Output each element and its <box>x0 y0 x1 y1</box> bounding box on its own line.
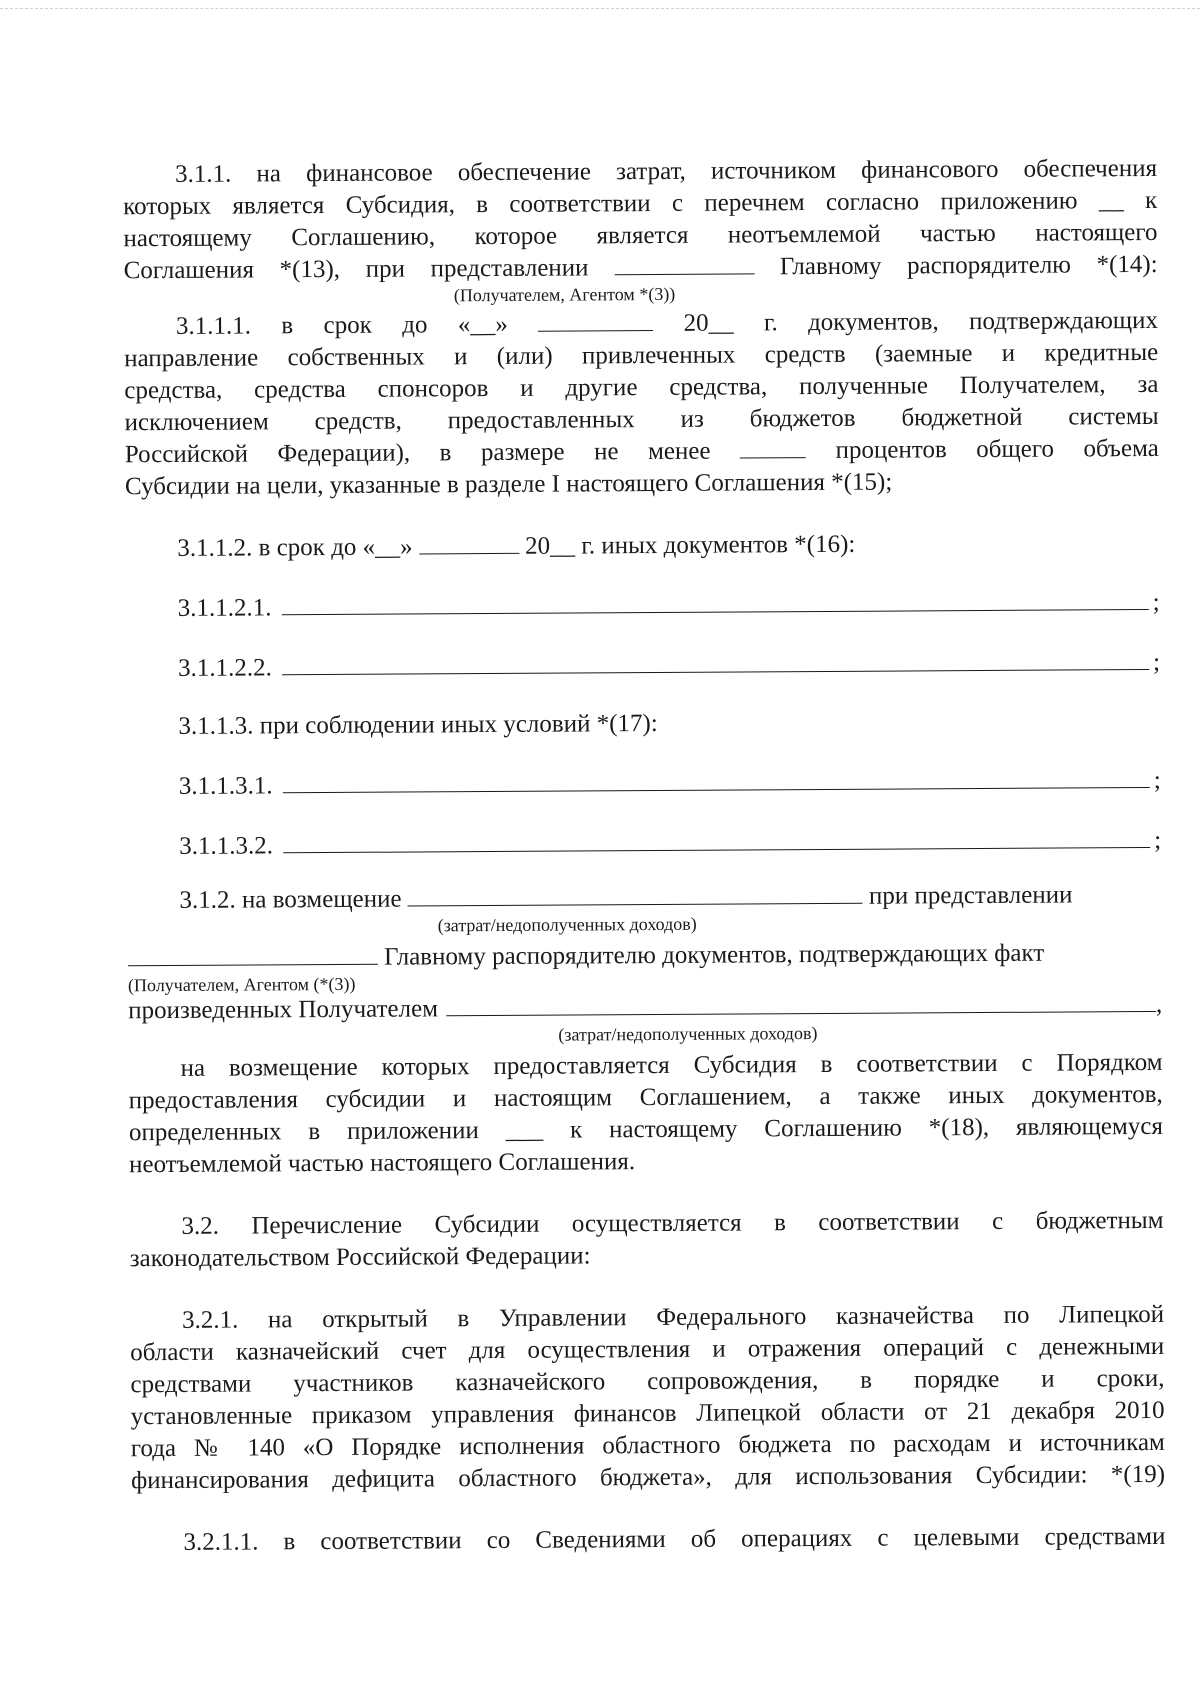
paragraph-3-1-1-line-3: настоящему Соглашению, которое является неотъемлемой частью настоящего <box>123 218 1158 253</box>
item-end: ; <box>1154 826 1162 854</box>
recipient-blank-2 <box>128 942 378 967</box>
paragraph-3-1-1-text-b: Главному распорядителю *(14): <box>779 250 1158 281</box>
paragraph-3-1-2-text-a: 3.1.2. на возмещение <box>179 885 402 914</box>
recipient-blank <box>614 251 754 275</box>
costs-blank-2 <box>446 989 1156 1016</box>
list-item <box>126 645 1160 685</box>
paragraph-3-1-2-line-1 <box>127 879 1161 917</box>
paragraph-3-1-1-2-text-b: 20__ г. иных документов *(16): <box>525 530 856 560</box>
costs-blank <box>408 881 863 907</box>
paragraph-3-2-1-1: 3.2.1.1. в соответствии со Сведениями об операциях с целевыми средствами <box>183 1522 1166 1556</box>
paragraph-3-1-1-1-line-2: направление собственных и (или) привлеченных средств (заемные и кредитные <box>124 338 1159 373</box>
paragraph-3-1-2-body-2: предоставления субсидии и настоящим Соглашением, а также иных документов, <box>128 1080 1163 1115</box>
paragraph-3-1-1-1-line-5 <box>125 433 1159 471</box>
item-label: 3.1.1.2.2. <box>178 654 272 682</box>
paragraph-3-1-2-text-d: произведенных Получателем <box>128 995 439 1025</box>
caption-recipient-agent-2: (Получателем, Агентом (*(3)) <box>127 973 356 996</box>
paragraph-3-2-1-line-3: средствами участников казначейского сопровождения, в порядке и сроки, <box>130 1364 1165 1399</box>
paragraph-3-2-1-line-1: 3.2.1. на открытый в Управлении Федерального казначейства по Липецкой <box>181 1300 1165 1334</box>
paragraph-3-1-1-1-text-c: Российской Федерации), в размере не менее <box>124 437 711 469</box>
fill-line <box>281 585 1148 615</box>
fill-line <box>282 645 1149 675</box>
paragraph-3-2-1-line-4: установленные приказом управления финансов Липецкой области от 21 декабря 2010 <box>130 1396 1165 1431</box>
caption-recipient-agent: (Получателем, Агентом *(3)) <box>453 283 676 306</box>
list-item <box>126 585 1160 625</box>
paragraph-3-1-1-1-line-6: Субсидии на цели, указанные в разделе I настоящего Соглашения *(15); <box>124 468 893 501</box>
caption-costs-1: (затрат/недополученных доходов) <box>437 913 697 936</box>
fill-line <box>282 763 1149 793</box>
list-item <box>127 763 1161 803</box>
paragraph-3-2-line-1: 3.2. Перечисление Субсидии осуществляется в соответствии с бюджетным <box>181 1206 1164 1240</box>
paragraph-3-1-1-1-text-a: 3.1.1.1. в срок до «__» <box>175 310 508 340</box>
percent-blank <box>740 435 806 458</box>
paragraph-3-1-1-1-text-b: 20__ г. документов, подтверждающих <box>683 306 1159 337</box>
item-label: 3.1.1.3.2. <box>179 832 274 860</box>
paragraph-3-1-1-line-4 <box>124 249 1158 287</box>
paragraph-3-1-1-2 <box>125 527 1159 565</box>
item-label: 3.1.1.2.1. <box>177 594 272 622</box>
list-item <box>127 823 1161 863</box>
paragraph-3-1-1-2-text-a: 3.1.1.2. в срок до «__» <box>177 533 413 562</box>
paragraph-3-2-line-2: законодательством Российской Федерации: <box>129 1242 591 1273</box>
item-end: ; <box>1153 766 1161 794</box>
scan-edge-line <box>0 8 1200 9</box>
item-end: ; <box>1153 648 1161 676</box>
paragraph-3-1-2-body-1: на возмещение которых предоставляется Субсидия в соответствии с Порядком <box>180 1048 1163 1082</box>
paragraph-3-1-1-1-line-4: исключением средств, предоставленных из бюджетов бюджетной системы <box>124 402 1159 437</box>
paragraph-3-1-2-line-2 <box>128 937 1162 975</box>
caption-costs-2: (затрат/недополученных доходов) <box>558 1023 818 1045</box>
paragraph-3-1-2-text-c: Главному распорядителю документов, подтверждающих факт <box>384 939 1045 971</box>
fill-line <box>283 823 1150 853</box>
paragraph-3-1-2-body-4: неотъемлемой частью настоящего Соглашения. <box>129 1148 636 1179</box>
paragraph-3-1-1-3: 3.1.1.3. при соблюдении иных условий *(17): <box>178 709 658 740</box>
item-label: 3.1.1.3.1. <box>178 772 273 800</box>
paragraph-3-1-1-line-2: которых является Субсидия, в соответствии с перечнем согласно приложению __ к <box>123 186 1158 221</box>
paragraph-3-1-1-1-text-d: процентов общего объема <box>835 434 1159 464</box>
date-month-blank-2 <box>419 531 519 555</box>
paragraph-3-1-2-text-b: при представлении <box>868 881 1073 910</box>
paragraph-3-1-1-1-line-3: средства, средства спонсоров и другие средства, полученные Получателем, за <box>124 370 1159 405</box>
paragraph-3-1-2-body-3: определенных в приложении ___ к настоящему Соглашению *(18), являющемуся <box>128 1112 1163 1147</box>
paragraph-3-2-1-line-6: финансирования дефицита областного бюджета», для использования Субсидии: *(19) <box>130 1460 1166 1495</box>
paragraph-3-1-1-line-1: 3.1.1. на финансовое обеспечение затрат, источником финансового обеспечения <box>174 154 1158 188</box>
paragraph-3-1-1-text-a: Соглашения *(13), при представлении <box>123 254 589 285</box>
paragraph-3-1-2-text-e: , <box>1155 990 1163 1018</box>
date-month-blank <box>538 308 653 332</box>
paragraph-3-2-1-line-2: области казначейский счет для осуществления и отражения операций с денежными <box>130 1332 1165 1367</box>
item-end: ; <box>1152 588 1160 616</box>
paragraph-3-2-1-line-5: года № 140 «О Порядке исполнения областного бюджета по расходам и источникам <box>130 1428 1165 1463</box>
